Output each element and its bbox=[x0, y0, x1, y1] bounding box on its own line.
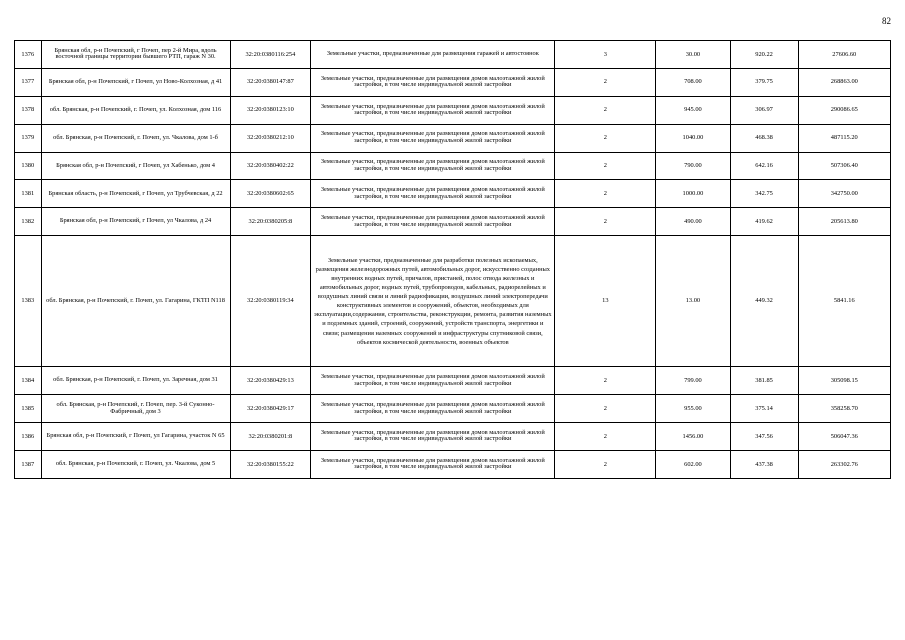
land-use-cell: Земельные участки, предназначенные для размещения гаражей и автостоянок bbox=[311, 41, 555, 69]
use-group-code-cell: 2 bbox=[555, 96, 656, 124]
area-cell: 708.00 bbox=[656, 68, 730, 96]
table-row bbox=[15, 395, 891, 423]
cadastral-value-cell: 290086.65 bbox=[798, 96, 890, 124]
use-group-code-cell: 3 bbox=[555, 41, 656, 69]
table-row bbox=[15, 68, 891, 96]
use-group-code-cell: 2 bbox=[555, 450, 656, 478]
cadastral-number-cell: 32:20:0380147:87 bbox=[230, 68, 311, 96]
use-group-code-cell: 2 bbox=[555, 208, 656, 236]
specific-value-cell: 419.62 bbox=[730, 208, 798, 236]
area-cell: 1040.00 bbox=[656, 124, 730, 152]
cadastral-number-cell: 32:20:0380602:65 bbox=[230, 180, 311, 208]
address-cell: Брянская обл, р-н Почепский, г Почеп, пер 2-й Мира, вдоль восточной границы территории бывшего РТП, гараж N 30. bbox=[41, 41, 230, 69]
specific-value-cell: 342.75 bbox=[730, 180, 798, 208]
cadastral-number-cell: 32:20:0380212:10 bbox=[230, 124, 311, 152]
cadastral-number-cell: 32:20:0380119:34 bbox=[230, 236, 311, 367]
row-number-cell: 1381 bbox=[15, 180, 42, 208]
cadastral-value-cell: 305098.15 bbox=[798, 367, 890, 395]
table-row bbox=[15, 96, 891, 124]
specific-value-cell: 642.16 bbox=[730, 152, 798, 180]
land-use-cell: Земельные участки, предназначенные для размещения домов малоэтажной жилой застройки, в том числе индивидуальной жилой застройки bbox=[311, 180, 555, 208]
page-number: 82 bbox=[882, 16, 891, 26]
land-use-cell: Земельные участки, предназначенные для размещения домов малоэтажной жилой застройки, в том числе индивидуальной жилой застройки bbox=[311, 68, 555, 96]
row-number-cell: 1384 bbox=[15, 367, 42, 395]
land-use-cell: Земельные участки, предназначенные для размещения домов малоэтажной жилой застройки, в том числе индивидуальной жилой застройки bbox=[311, 208, 555, 236]
row-number-cell: 1387 bbox=[15, 450, 42, 478]
area-cell: 799.00 bbox=[656, 367, 730, 395]
table-row bbox=[15, 208, 891, 236]
use-group-code-cell: 2 bbox=[555, 367, 656, 395]
cadastral-value-cell: 487115.20 bbox=[798, 124, 890, 152]
use-group-code-cell: 2 bbox=[555, 395, 656, 423]
specific-value-cell: 347.56 bbox=[730, 423, 798, 451]
table-row bbox=[15, 41, 891, 69]
use-group-code-cell: 13 bbox=[555, 236, 656, 367]
cadastral-value-table bbox=[14, 40, 891, 479]
area-cell: 955.00 bbox=[656, 395, 730, 423]
table-body bbox=[15, 41, 891, 479]
land-use-cell: Земельные участки, предназначенные для разработки полезных ископаемых, размещения железнодорожных путей, автомобильных дорог, искусственно созданных внутренних водных путей, причалов, пристаней, полос отвода железных и автомобильных дорог, водных путей, трубопроводов, кабельных, радиорелейных и воздушных линий связи и линий радиофикации, воздушных линий электропередачи конструктивных элементов и сооружений, объектов, необходимых для эксплуатации,содержания, строительства, реконструкции, ремонта, развития наземных и подземных зданий, строений, сооружений, устройств транспорта, энергетики и связи; размещения наземных сооружений и инфраструктуры спутниковой связи, объектов космической деятельности, военных объектов bbox=[311, 236, 555, 367]
row-number-cell: 1382 bbox=[15, 208, 42, 236]
row-number-cell: 1377 bbox=[15, 68, 42, 96]
land-use-cell: Земельные участки, предназначенные для размещения домов малоэтажной жилой застройки, в том числе индивидуальной жилой застройки bbox=[311, 367, 555, 395]
land-use-cell: Земельные участки, предназначенные для размещения домов малоэтажной жилой застройки, в том числе индивидуальной жилой застройки bbox=[311, 395, 555, 423]
row-number-cell: 1386 bbox=[15, 423, 42, 451]
area-cell: 490.00 bbox=[656, 208, 730, 236]
specific-value-cell: 449.32 bbox=[730, 236, 798, 367]
table-row bbox=[15, 124, 891, 152]
cadastral-number-cell: 32:20:0380155:22 bbox=[230, 450, 311, 478]
cadastral-number-cell: 32:20:0380123:10 bbox=[230, 96, 311, 124]
address-cell: обл. Брянская, р-н Почепский, г. Почеп, ул. Гагарина, ГКТП N118 bbox=[41, 236, 230, 367]
address-cell: Брянская область, р-н Почепский, г Почеп, ул Трубчевская, д 22 bbox=[41, 180, 230, 208]
address-cell: обл. Брянская, р-н Почепский, г. Почеп, пер. 3-й Суконно-Фабричный, дом 3 bbox=[41, 395, 230, 423]
address-cell: Брянская обл, р-н Почепский, г Почеп, ул Чкалова, д 24 bbox=[41, 208, 230, 236]
row-number-cell: 1379 bbox=[15, 124, 42, 152]
cadastral-number-cell: 32:20:0380201:8 bbox=[230, 423, 311, 451]
address-cell: Брянская обл, р-н Почепский, г Почеп, ул Ново-Колхозная, д 41 bbox=[41, 68, 230, 96]
cadastral-value-cell: 205613.80 bbox=[798, 208, 890, 236]
specific-value-cell: 381.85 bbox=[730, 367, 798, 395]
cadastral-value-cell: 342750.00 bbox=[798, 180, 890, 208]
area-cell: 602.00 bbox=[656, 450, 730, 478]
land-use-cell: Земельные участки, предназначенные для размещения домов малоэтажной жилой застройки, в том числе индивидуальной жилой застройки bbox=[311, 450, 555, 478]
use-group-code-cell: 2 bbox=[555, 423, 656, 451]
land-use-cell: Земельные участки, предназначенные для размещения домов малоэтажной жилой застройки, в том числе индивидуальной жилой застройки bbox=[311, 124, 555, 152]
specific-value-cell: 306.97 bbox=[730, 96, 798, 124]
cadastral-value-cell: 5841.16 bbox=[798, 236, 890, 367]
specific-value-cell: 437.38 bbox=[730, 450, 798, 478]
cadastral-number-cell: 32:20:0380116:254 bbox=[230, 41, 311, 69]
cadastral-value-cell: 358258.70 bbox=[798, 395, 890, 423]
cadastral-value-cell: 506047.36 bbox=[798, 423, 890, 451]
row-number-cell: 1376 bbox=[15, 41, 42, 69]
specific-value-cell: 468.38 bbox=[730, 124, 798, 152]
land-use-cell: Земельные участки, предназначенные для размещения домов малоэтажной жилой застройки, в том числе индивидуальной жилой застройки bbox=[311, 152, 555, 180]
cadastral-value-cell: 27606.60 bbox=[798, 41, 890, 69]
area-cell: 945.00 bbox=[656, 96, 730, 124]
land-use-cell: Земельные участки, предназначенные для размещения домов малоэтажной жилой застройки, в том числе индивидуальной жилой застройки bbox=[311, 96, 555, 124]
table-row bbox=[15, 450, 891, 478]
address-cell: Брянская обл, р-н Почепский, г Почеп, ул Хабенько, дом 4 bbox=[41, 152, 230, 180]
cadastral-number-cell: 32:20:0380429:13 bbox=[230, 367, 311, 395]
table-row bbox=[15, 236, 891, 367]
cadastral-value-cell: 263302.76 bbox=[798, 450, 890, 478]
address-cell: обл. Брянская, р-н Почепский, г. Почеп, ул. Чкалова, дом 5 bbox=[41, 450, 230, 478]
table-row bbox=[15, 152, 891, 180]
land-use-cell: Земельные участки, предназначенные для размещения домов малоэтажной жилой застройки, в том числе индивидуальной жилой застройки bbox=[311, 423, 555, 451]
specific-value-cell: 375.14 bbox=[730, 395, 798, 423]
address-cell: обл. Брянская, р-н Почепский, г. Почеп, ул. Колхозная, дом 116 bbox=[41, 96, 230, 124]
area-cell: 790.00 bbox=[656, 152, 730, 180]
use-group-code-cell: 2 bbox=[555, 68, 656, 96]
address-cell: обл. Брянская, р-н Почепский, г. Почеп, ул. Заречная, дом 31 bbox=[41, 367, 230, 395]
table-row bbox=[15, 423, 891, 451]
specific-value-cell: 379.75 bbox=[730, 68, 798, 96]
use-group-code-cell: 2 bbox=[555, 124, 656, 152]
area-cell: 30.00 bbox=[656, 41, 730, 69]
cadastral-value-cell: 268863.00 bbox=[798, 68, 890, 96]
row-number-cell: 1378 bbox=[15, 96, 42, 124]
cadastral-number-cell: 32:20:0380402:22 bbox=[230, 152, 311, 180]
cadastral-number-cell: 32:20:0380429:17 bbox=[230, 395, 311, 423]
area-cell: 1456.00 bbox=[656, 423, 730, 451]
use-group-code-cell: 2 bbox=[555, 152, 656, 180]
area-cell: 1000.00 bbox=[656, 180, 730, 208]
row-number-cell: 1380 bbox=[15, 152, 42, 180]
address-cell: Брянская обл, р-н Почепский, г Почеп, ул Гагарина, участок N 65 bbox=[41, 423, 230, 451]
area-cell: 13.00 bbox=[656, 236, 730, 367]
specific-value-cell: 920.22 bbox=[730, 41, 798, 69]
use-group-code-cell: 2 bbox=[555, 180, 656, 208]
table-row bbox=[15, 367, 891, 395]
table-row bbox=[15, 180, 891, 208]
cadastral-value-cell: 507306.40 bbox=[798, 152, 890, 180]
row-number-cell: 1383 bbox=[15, 236, 42, 367]
address-cell: обл. Брянская, р-н Почепский, г. Почеп, ул. Чкалова, дом 1-б bbox=[41, 124, 230, 152]
row-number-cell: 1385 bbox=[15, 395, 42, 423]
cadastral-number-cell: 32:20:0380205:8 bbox=[230, 208, 311, 236]
